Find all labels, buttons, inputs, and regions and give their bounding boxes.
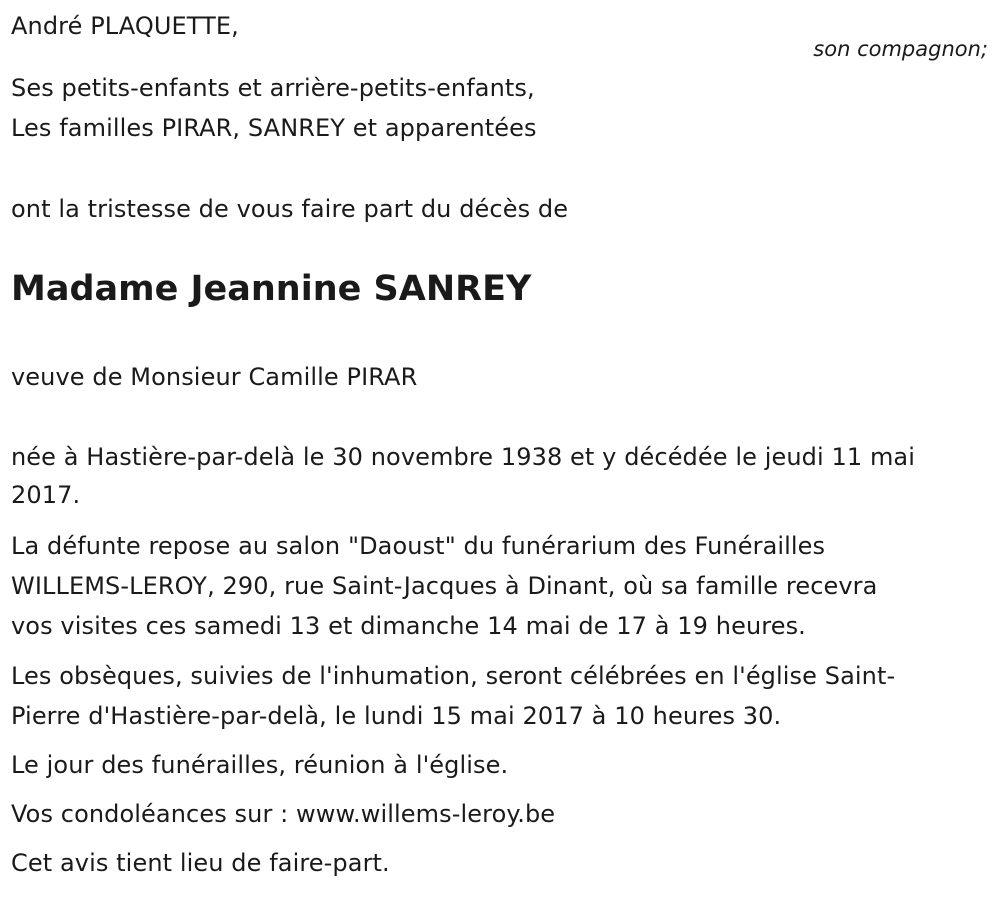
repose-line-1: La défunte repose au salon "Daoust" du funérarium des Funérailles (11, 532, 826, 560)
closing-text: Cet avis tient lieu de faire-part. (11, 849, 390, 877)
meeting-text: Le jour des funérailles, réunion à l'église. (11, 751, 509, 779)
funeral-line-2: Pierre d'Hastière-par-delà, le lundi 15 mai 2017 à 10 heures 30. (11, 702, 782, 730)
announcement-text: ont la tristesse de vous faire part du décès de (11, 195, 569, 223)
repose-line-3: vos visites ces samedi 13 et dimanche 14 mai de 17 à 19 heures. (11, 612, 806, 640)
condolences-text: Vos condoléances sur : www.willems-leroy.be (11, 800, 556, 828)
family-line-grandchildren: Ses petits-enfants et arrière-petits-enfants, (11, 74, 535, 102)
deceased-name: Madame Jeannine SANREY (11, 269, 532, 309)
widow-of-text: veuve de Monsieur Camille PIRAR (11, 363, 418, 391)
birth-death-line-2: 2017. (11, 481, 81, 509)
companion-label: son compagnon; (813, 37, 988, 61)
family-line-families: Les familles PIRAR, SANREY et apparentées (11, 114, 537, 142)
funeral-line-1: Les obsèques, suivies de l'inhumation, seront célébrées en l'église Saint- (11, 662, 896, 690)
family-line-companion: André PLAQUETTE, (11, 12, 239, 40)
repose-line-2: WILLEMS-LEROY, 290, rue Saint-Jacques à Dinant, où sa famille recevra (11, 572, 878, 600)
birth-death-line-1: née à Hastière-par-delà le 30 novembre 1938 et y décédée le jeudi 11 mai (11, 443, 916, 471)
